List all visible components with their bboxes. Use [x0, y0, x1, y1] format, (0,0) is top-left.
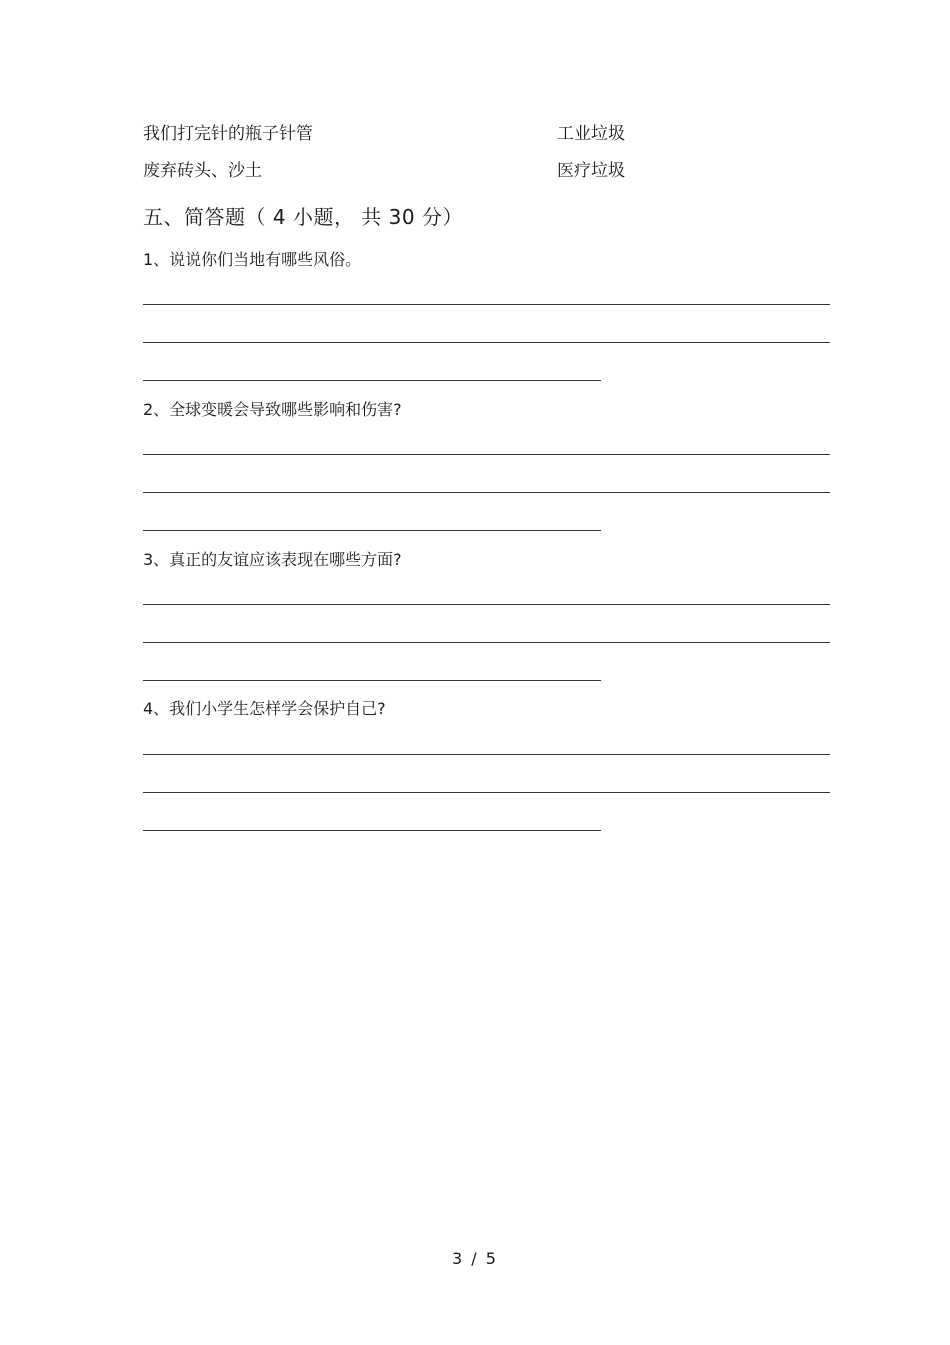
matching-item: 我们打完针的瓶子针管 [143, 124, 313, 144]
answer-line[interactable] [143, 830, 601, 831]
matching-row [143, 122, 843, 146]
answer-line[interactable] [143, 642, 830, 643]
matching-row [143, 159, 843, 183]
answer-line[interactable] [143, 342, 830, 343]
matching-category: 医疗垃圾 [557, 161, 625, 181]
question-2: 2、全球变暖会导致哪些影响和伤害? [143, 400, 402, 419]
matching-item: 废弃砖头、沙土 [143, 161, 262, 181]
section-title: 五、简答题（ 4 小题， 共 30 分） [143, 205, 463, 229]
matching-category: 工业垃圾 [557, 124, 625, 144]
answer-line[interactable] [143, 680, 601, 681]
answer-line[interactable] [143, 754, 830, 755]
answer-line[interactable] [143, 604, 830, 605]
question-4: 4、我们小学生怎样学会保护自己? [143, 699, 386, 718]
answer-line[interactable] [143, 454, 830, 455]
question-1: 1、说说你们当地有哪些风俗。 [143, 250, 362, 269]
answer-line[interactable] [143, 792, 830, 793]
answer-line[interactable] [143, 492, 830, 493]
page-number: 3 / 5 [452, 1249, 498, 1268]
answer-line[interactable] [143, 380, 601, 381]
question-3: 3、真正的友谊应该表现在哪些方面? [143, 550, 402, 569]
answer-line[interactable] [143, 304, 830, 305]
answer-line[interactable] [143, 530, 601, 531]
